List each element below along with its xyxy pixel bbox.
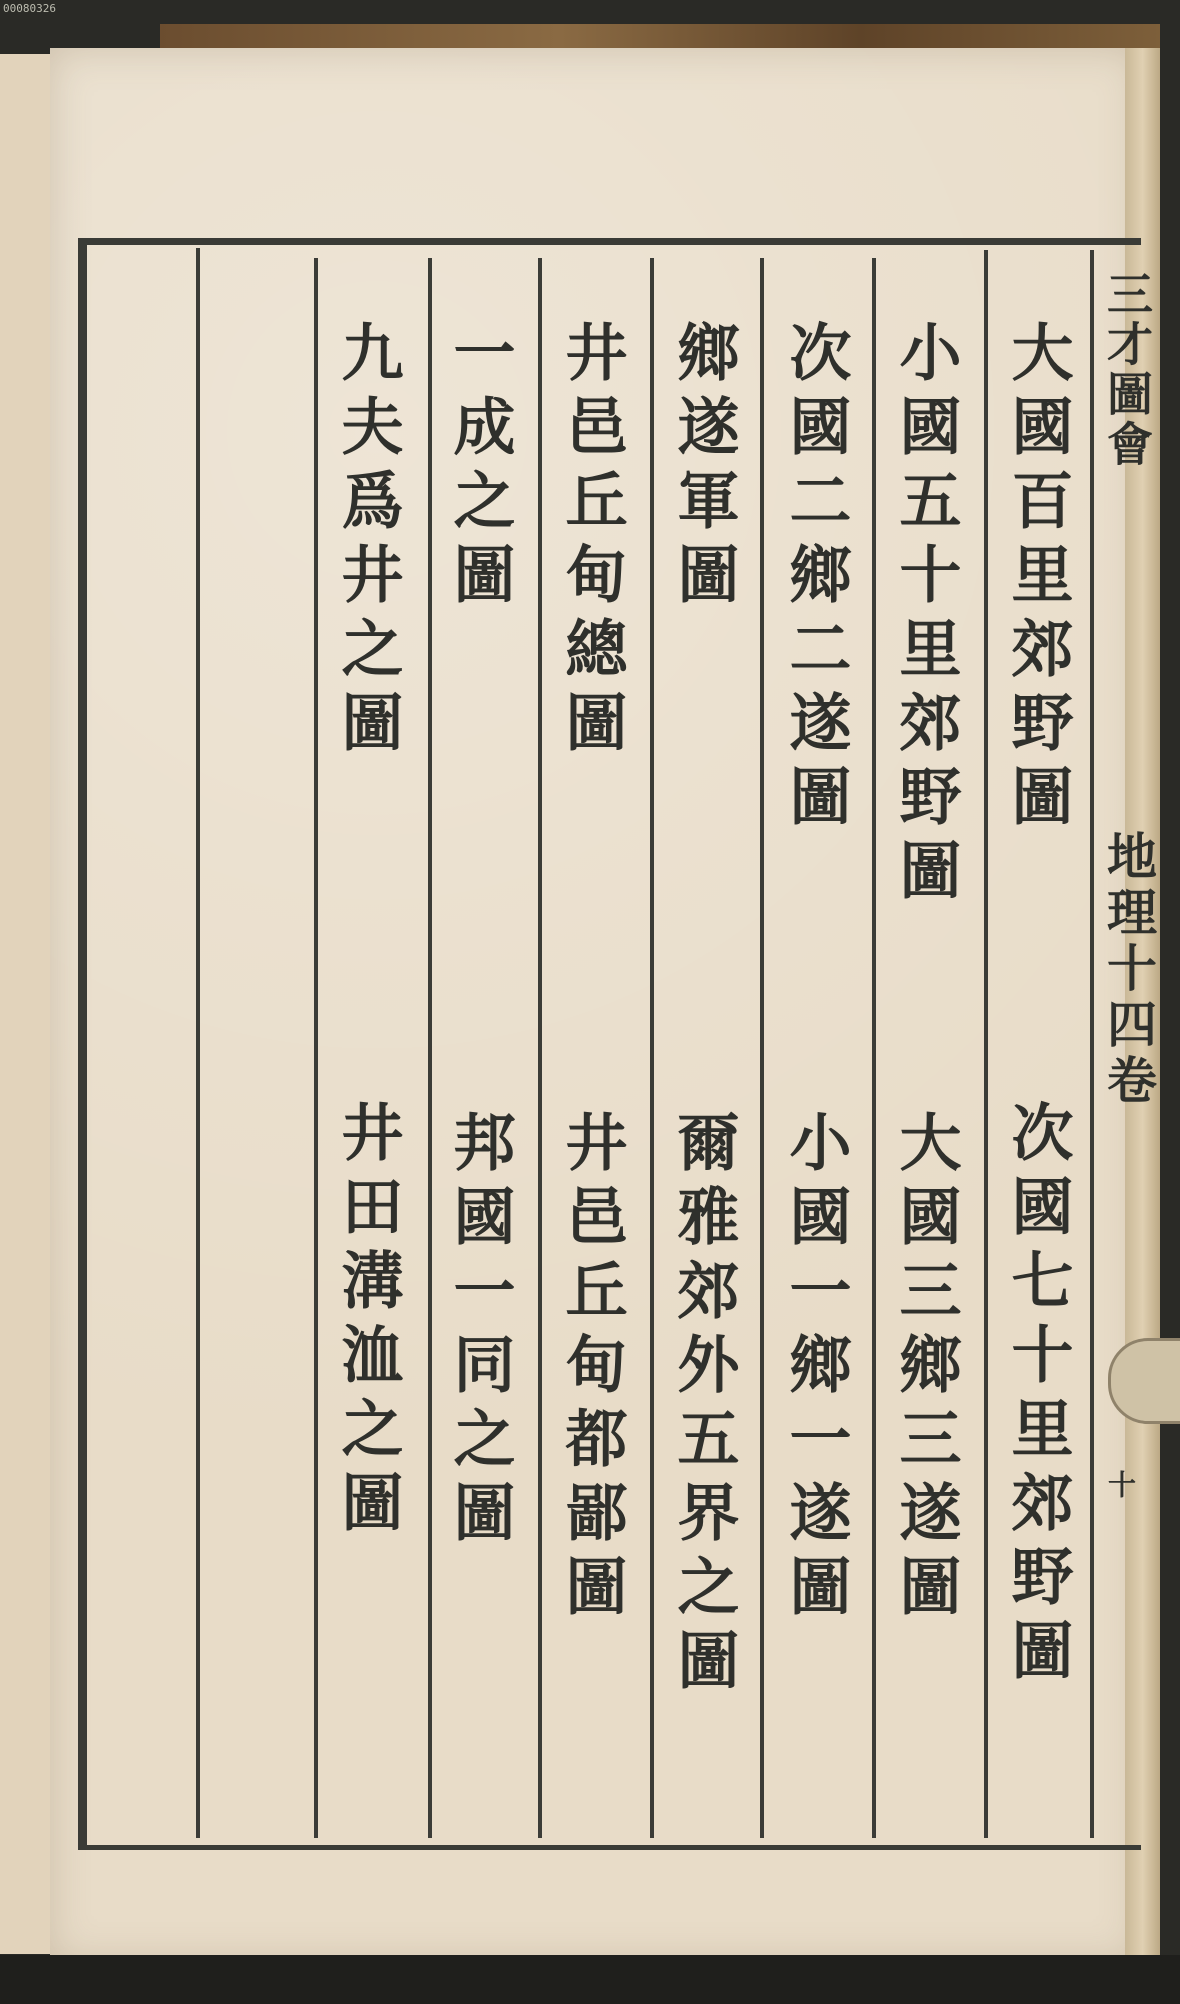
column-rule — [538, 258, 542, 1838]
toc-column-5 — [546, 320, 636, 764]
toc-entry: 井田溝洫之圖 — [331, 1100, 404, 1544]
toc-entry: 小國五十里郊野圖 — [889, 320, 962, 912]
page-number: 十 — [1104, 1470, 1137, 1498]
toc-column-7 — [322, 1100, 412, 1544]
section-label: 地理十四卷 — [1099, 830, 1158, 1110]
toc-entry: 次國二鄉二遂圖 — [779, 320, 852, 838]
toc-column-2 — [880, 320, 970, 912]
toc-column-6 — [434, 320, 524, 616]
toc-column-4 — [658, 1110, 748, 1702]
toc-column-3 — [770, 320, 860, 838]
toc-entry: 次國七十里郊野圖 — [1001, 1100, 1074, 1692]
column-rule — [428, 258, 432, 1838]
column-rule — [760, 258, 764, 1838]
toc-column-3 — [770, 1110, 860, 1628]
toc-entry: 爾雅郊外五界之圖 — [667, 1110, 740, 1702]
column-rule — [314, 258, 318, 1838]
toc-column-2 — [880, 1110, 970, 1628]
toc-column-6 — [434, 1110, 524, 1554]
toc-entry: 九夫爲井之圖 — [331, 320, 404, 764]
toc-entry: 鄉遂軍圖 — [667, 320, 740, 616]
column-rule — [650, 258, 654, 1838]
toc-column-1 — [992, 320, 1082, 838]
toc-column-4 — [658, 320, 748, 616]
column-rule — [196, 248, 200, 1838]
column-rule — [984, 250, 988, 1838]
column-rule — [872, 258, 876, 1838]
toc-column-7 — [322, 320, 412, 764]
toc-entry: 大國三鄉三遂圖 — [889, 1110, 962, 1628]
toc-column-5 — [546, 1110, 636, 1628]
toc-entry: 一成之圖 — [443, 320, 516, 616]
toc-entry: 井邑丘甸總圖 — [555, 320, 628, 764]
toc-entry: 邦國一同之圖 — [443, 1110, 516, 1554]
scan-background — [0, 1955, 1180, 2004]
toc-entry: 大國百里郊野圖 — [1001, 320, 1074, 838]
toc-entry: 小國一鄉一遂圖 — [779, 1110, 852, 1628]
toc-column-1 — [992, 1100, 1082, 1692]
scan-id-label: 00080326 — [3, 2, 56, 15]
book-title: 三才圖會 — [1100, 270, 1154, 470]
toc-entry: 井邑丘甸都鄙圖 — [555, 1110, 628, 1628]
